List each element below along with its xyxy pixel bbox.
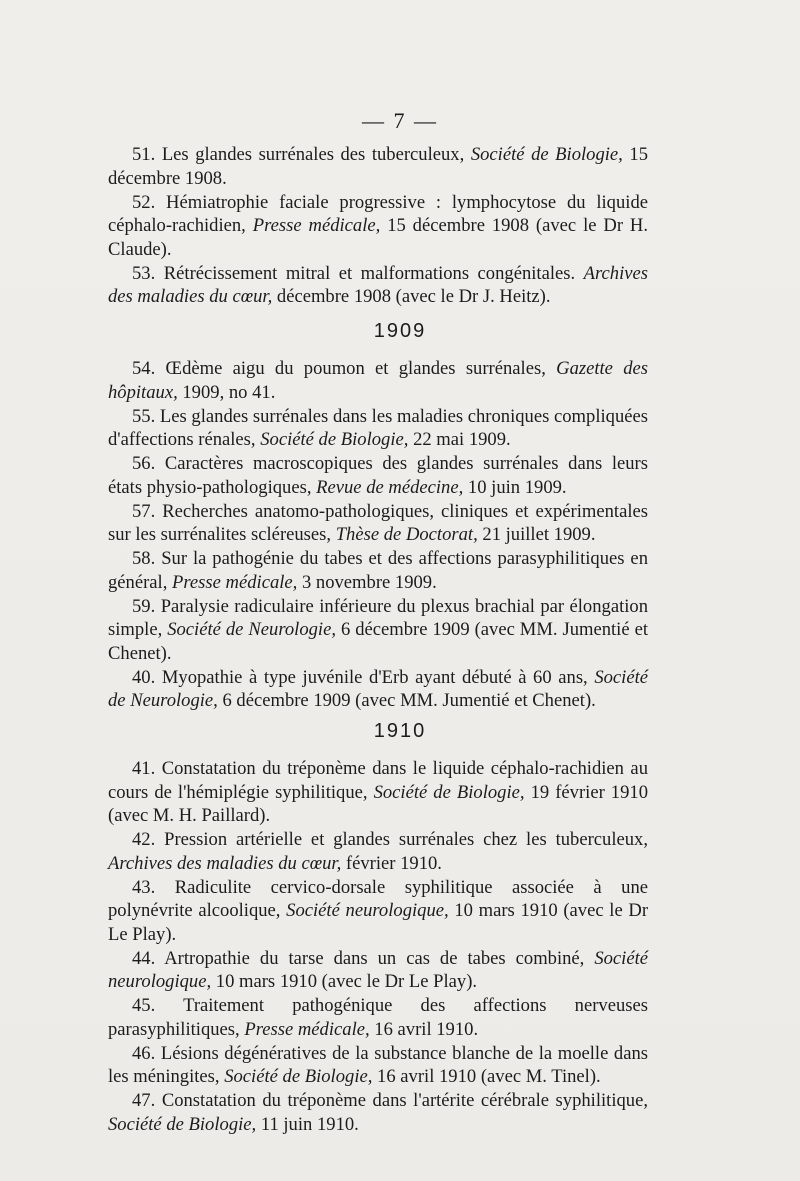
entry-title: Traitement pathogénique des affections nerveuses parasyphilitiques,: [108, 995, 648, 1040]
entry-venue: Société de Biologie,: [470, 144, 623, 165]
entry-venue: Revue de médecine,: [316, 476, 464, 498]
entry-number: 52.: [132, 191, 156, 213]
entry-details: 22 mai 1909.: [413, 429, 511, 450]
entry-number: 54.: [132, 358, 156, 379]
entry-venue: Archives des maladies du cœur,: [108, 852, 342, 874]
entries-block-1910: [108, 757, 648, 1137]
entry-venue: Société de Biologie,: [260, 429, 409, 450]
bibliography-entry: [108, 828, 648, 875]
entry-number: 43.: [132, 876, 156, 898]
entry-number: 44.: [132, 947, 156, 969]
entry-venue: Archives des maladies du cœur,: [108, 262, 649, 307]
entry-venue: Presse médicale,: [252, 215, 381, 236]
entry-number: 59.: [132, 595, 156, 617]
bibliography-entry: [108, 757, 648, 828]
bibliography-entry: [108, 191, 648, 262]
entry-details: 10 mars 1910 (avec le Dr Le Play).: [215, 971, 478, 992]
bibliography-entry: [108, 666, 648, 713]
entry-details: 11 juin 1910.: [260, 1113, 359, 1135]
entry-details: 3 novembre 1909.: [301, 571, 437, 593]
entry-title: Rétrécissement mitral et malformations congénitales.: [163, 262, 576, 284]
year-heading: 1910: [373, 720, 427, 742]
bibliography-entry: [108, 876, 648, 947]
entry-details: février 1910.: [345, 852, 442, 874]
entry-title: Les glandes surrénales dans les maladies chroniques compliquées d'affections rénales,: [108, 405, 648, 450]
entry-venue: Presse médicale,: [244, 1018, 370, 1040]
entry-number: 46.: [132, 1042, 156, 1064]
entry-details: décembre 1908 (avec le Dr J. Heitz).: [276, 286, 551, 307]
entry-venue: Société de Neurologie,: [167, 619, 336, 640]
entry-number: 40.: [132, 666, 156, 688]
entry-title: Constatation du tréponème dans le liquide céphalo-rachidien au cours de l'hémiplégie syphilitique,: [108, 758, 648, 803]
entries-block-1908: [108, 143, 648, 309]
entry-number: 57.: [132, 500, 156, 522]
entry-venue: Société de Biologie,: [224, 1066, 373, 1087]
bibliography-entry: [108, 1042, 648, 1089]
entry-details: 21 juillet 1909.: [482, 524, 596, 545]
bibliography-entry: [108, 357, 648, 404]
entry-title: Les glandes surrénales des tuberculeux,: [161, 144, 465, 165]
entry-title: Constatation du tréponème dans l'artérite cérébrale syphilitique,: [161, 1090, 648, 1111]
entry-details: 15 décembre 1908 (avec le Dr H. Claude).: [108, 215, 648, 260]
entry-details: 16 avril 1910.: [374, 1018, 479, 1040]
entry-title: Sur la pathogénie du tabes et des affections parasyphilitiques en général,: [108, 548, 648, 593]
bibliography-entry: [108, 405, 648, 452]
entry-number: 56.: [132, 453, 156, 474]
bibliography-entry: [108, 994, 648, 1041]
bibliography-entry: [108, 143, 648, 190]
bibliography-entry: [108, 262, 648, 309]
entry-title: Lésions dégénératives de la substance blanche de la moelle dans les méningites,: [108, 1042, 649, 1087]
entry-venue: Société de Neurologie,: [108, 666, 649, 711]
entry-details: 1909, no 41.: [182, 381, 276, 403]
entry-details: 10 juin 1909.: [467, 476, 567, 498]
entry-venue: Gazette des hôpitaux,: [108, 358, 649, 403]
year-heading-1909: [0, 320, 800, 343]
entry-number: 47.: [132, 1090, 156, 1111]
entry-title: Pression artérielle et glandes surrénales chez les tuberculeux,: [164, 829, 648, 850]
bibliography-entry: [108, 1089, 648, 1136]
entry-title: Artropathie du tarse dans un cas de tabes combiné,: [164, 947, 585, 969]
entry-title: Caractères macroscopiques des glandes surrénales dans leurs états physio-pathologiques,: [108, 453, 648, 498]
entry-details: 16 avril 1910 (avec M. Tinel).: [377, 1066, 601, 1087]
entry-number: 45.: [132, 995, 156, 1016]
entry-details: 6 décembre 1909 (avec MM. Jumentié et Chenet).: [108, 619, 648, 664]
entry-details: 6 décembre 1909 (avec MM. Jumentié et Chenet).: [222, 690, 596, 711]
entry-number: 55.: [132, 405, 156, 427]
entry-venue: Société de Biologie,: [373, 781, 525, 803]
entry-venue: Société de Biologie,: [108, 1113, 257, 1135]
entry-venue: Société neurologique,: [108, 947, 648, 992]
entry-title: Recherches anatomo-pathologiques, cliniques et expérimentales sur les surrénalites scléreuses,: [108, 500, 648, 545]
bibliography-entry: [108, 500, 648, 547]
entry-title: Œdème aigu du poumon et glandes surrénales,: [165, 358, 546, 379]
entries-block-1909: [108, 357, 648, 713]
entry-details: 10 mars 1910 (avec le Dr Le Play).: [108, 900, 649, 945]
entry-details: 15 décembre 1908.: [108, 144, 648, 189]
bibliography-entry: [108, 947, 648, 994]
page-number: — 7 —: [362, 108, 438, 133]
entry-number: 58.: [132, 548, 156, 569]
entry-title: Paralysie radiculaire inférieure du plexus brachial par élongation simple,: [108, 595, 648, 640]
entry-details: 19 février 1910 (avec M. H. Paillard).: [108, 781, 648, 826]
entry-title: Myopathie à type juvénile d'Erb ayant débuté à 60 ans,: [161, 666, 588, 688]
entry-venue: Société neurologique,: [286, 900, 449, 921]
entry-title: Hémiatrophie faciale progressive : lymphocytose du liquide céphalo-rachidien,: [108, 191, 648, 236]
entry-number: 51.: [132, 144, 156, 165]
entry-venue: Presse médicale,: [172, 571, 298, 593]
bibliography-entry: [108, 595, 648, 666]
entry-venue: Thèse de Doctorat,: [335, 524, 478, 545]
entry-number: 41.: [132, 758, 156, 779]
year-heading-1910: [0, 720, 800, 743]
bibliography-entry: [108, 452, 648, 499]
entry-title: Radiculite cervico-dorsale syphilitique associée à une polynévrite alcoolique,: [108, 876, 648, 921]
bibliography-entry: [108, 547, 648, 594]
entry-number: 42.: [132, 829, 156, 850]
entry-number: 53.: [132, 262, 156, 284]
year-heading: 1909: [373, 320, 427, 342]
